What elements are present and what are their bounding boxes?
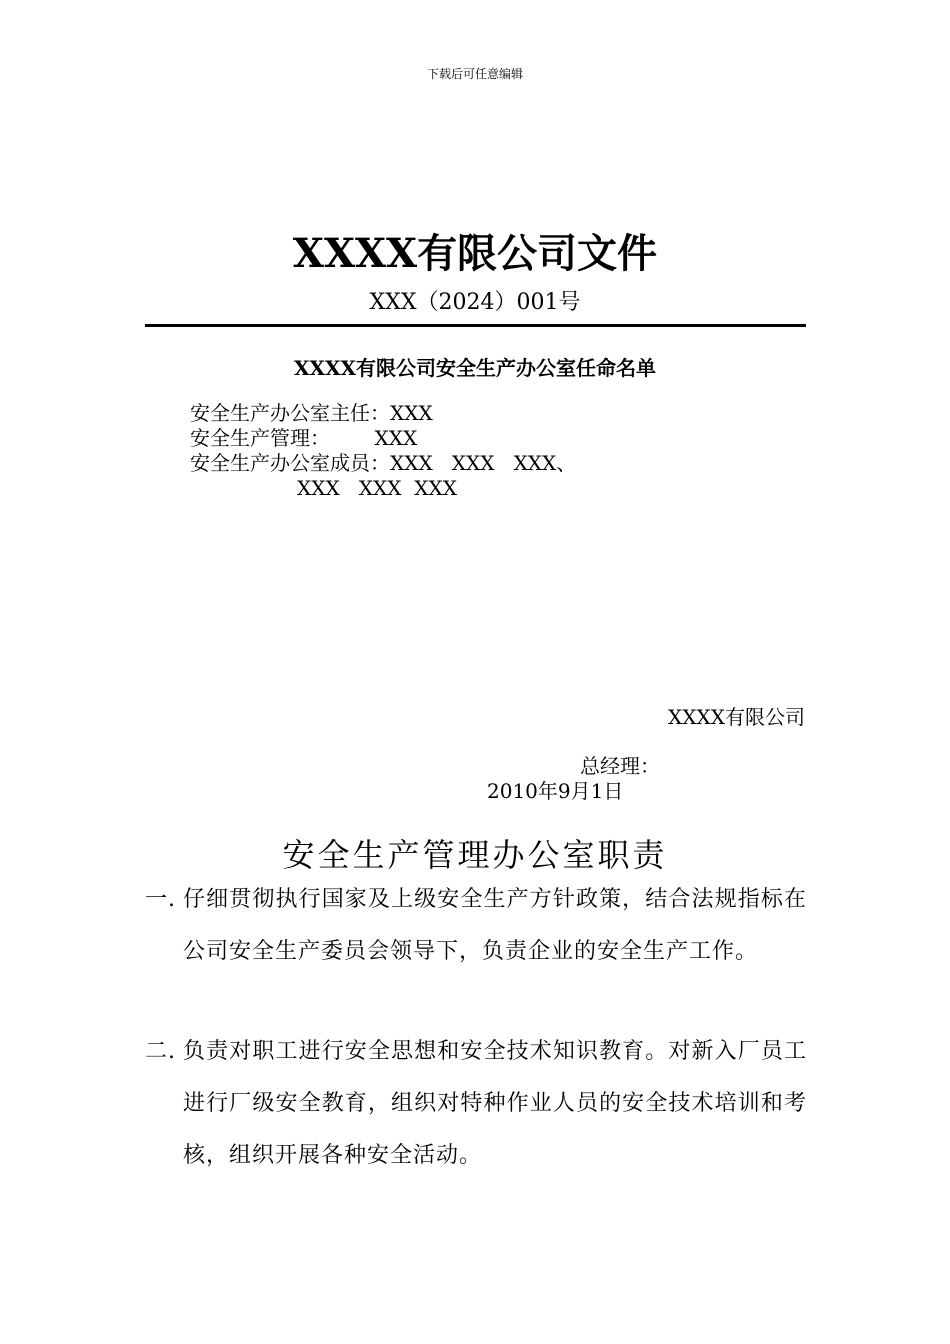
document-title: XXXX有限公司文件 — [292, 230, 658, 277]
duty-text: 仔细贯彻执行国家及上级安全生产方针政策，结合法规指标在公司安全生产委员会领导下，负责企业的安全生产工作。 — [183, 887, 807, 964]
appointment-management: 安全生产管理： XXX — [190, 426, 418, 450]
duty-item — [145, 874, 807, 978]
duty-number: 一. — [145, 887, 176, 912]
appointment-director: 安全生产办公室主任：XXX — [190, 401, 433, 425]
document-number: XXX（2024）001号 — [369, 290, 581, 315]
duties-title: 安全生产管理办公室职责 — [282, 836, 668, 874]
header-note: 下载后可任意编辑 — [426, 67, 523, 81]
appointment-members-continued: XXX XXX XXX — [297, 476, 457, 500]
duty-number: 二. — [145, 1039, 176, 1064]
appointment-list-title: XXXX有限公司安全生产办公室任命名单 — [293, 356, 657, 380]
signature-company: XXXX有限公司 — [668, 705, 805, 729]
duty-item — [145, 1026, 807, 1182]
appointment-members: 安全生产办公室成员：XXX XXX XXX、 — [190, 451, 577, 475]
signature-date: 2010年9月1日 — [487, 779, 624, 803]
signature-general-manager: 总经理： — [580, 754, 660, 778]
duty-text: 负责对职工进行安全思想和安全技术知识教育。对新入厂员工进行厂级安全教育，组织对特种作业人员的安全技术培训和考核，组织开展各种安全活动。 — [183, 1039, 807, 1168]
header-divider — [145, 324, 806, 327]
